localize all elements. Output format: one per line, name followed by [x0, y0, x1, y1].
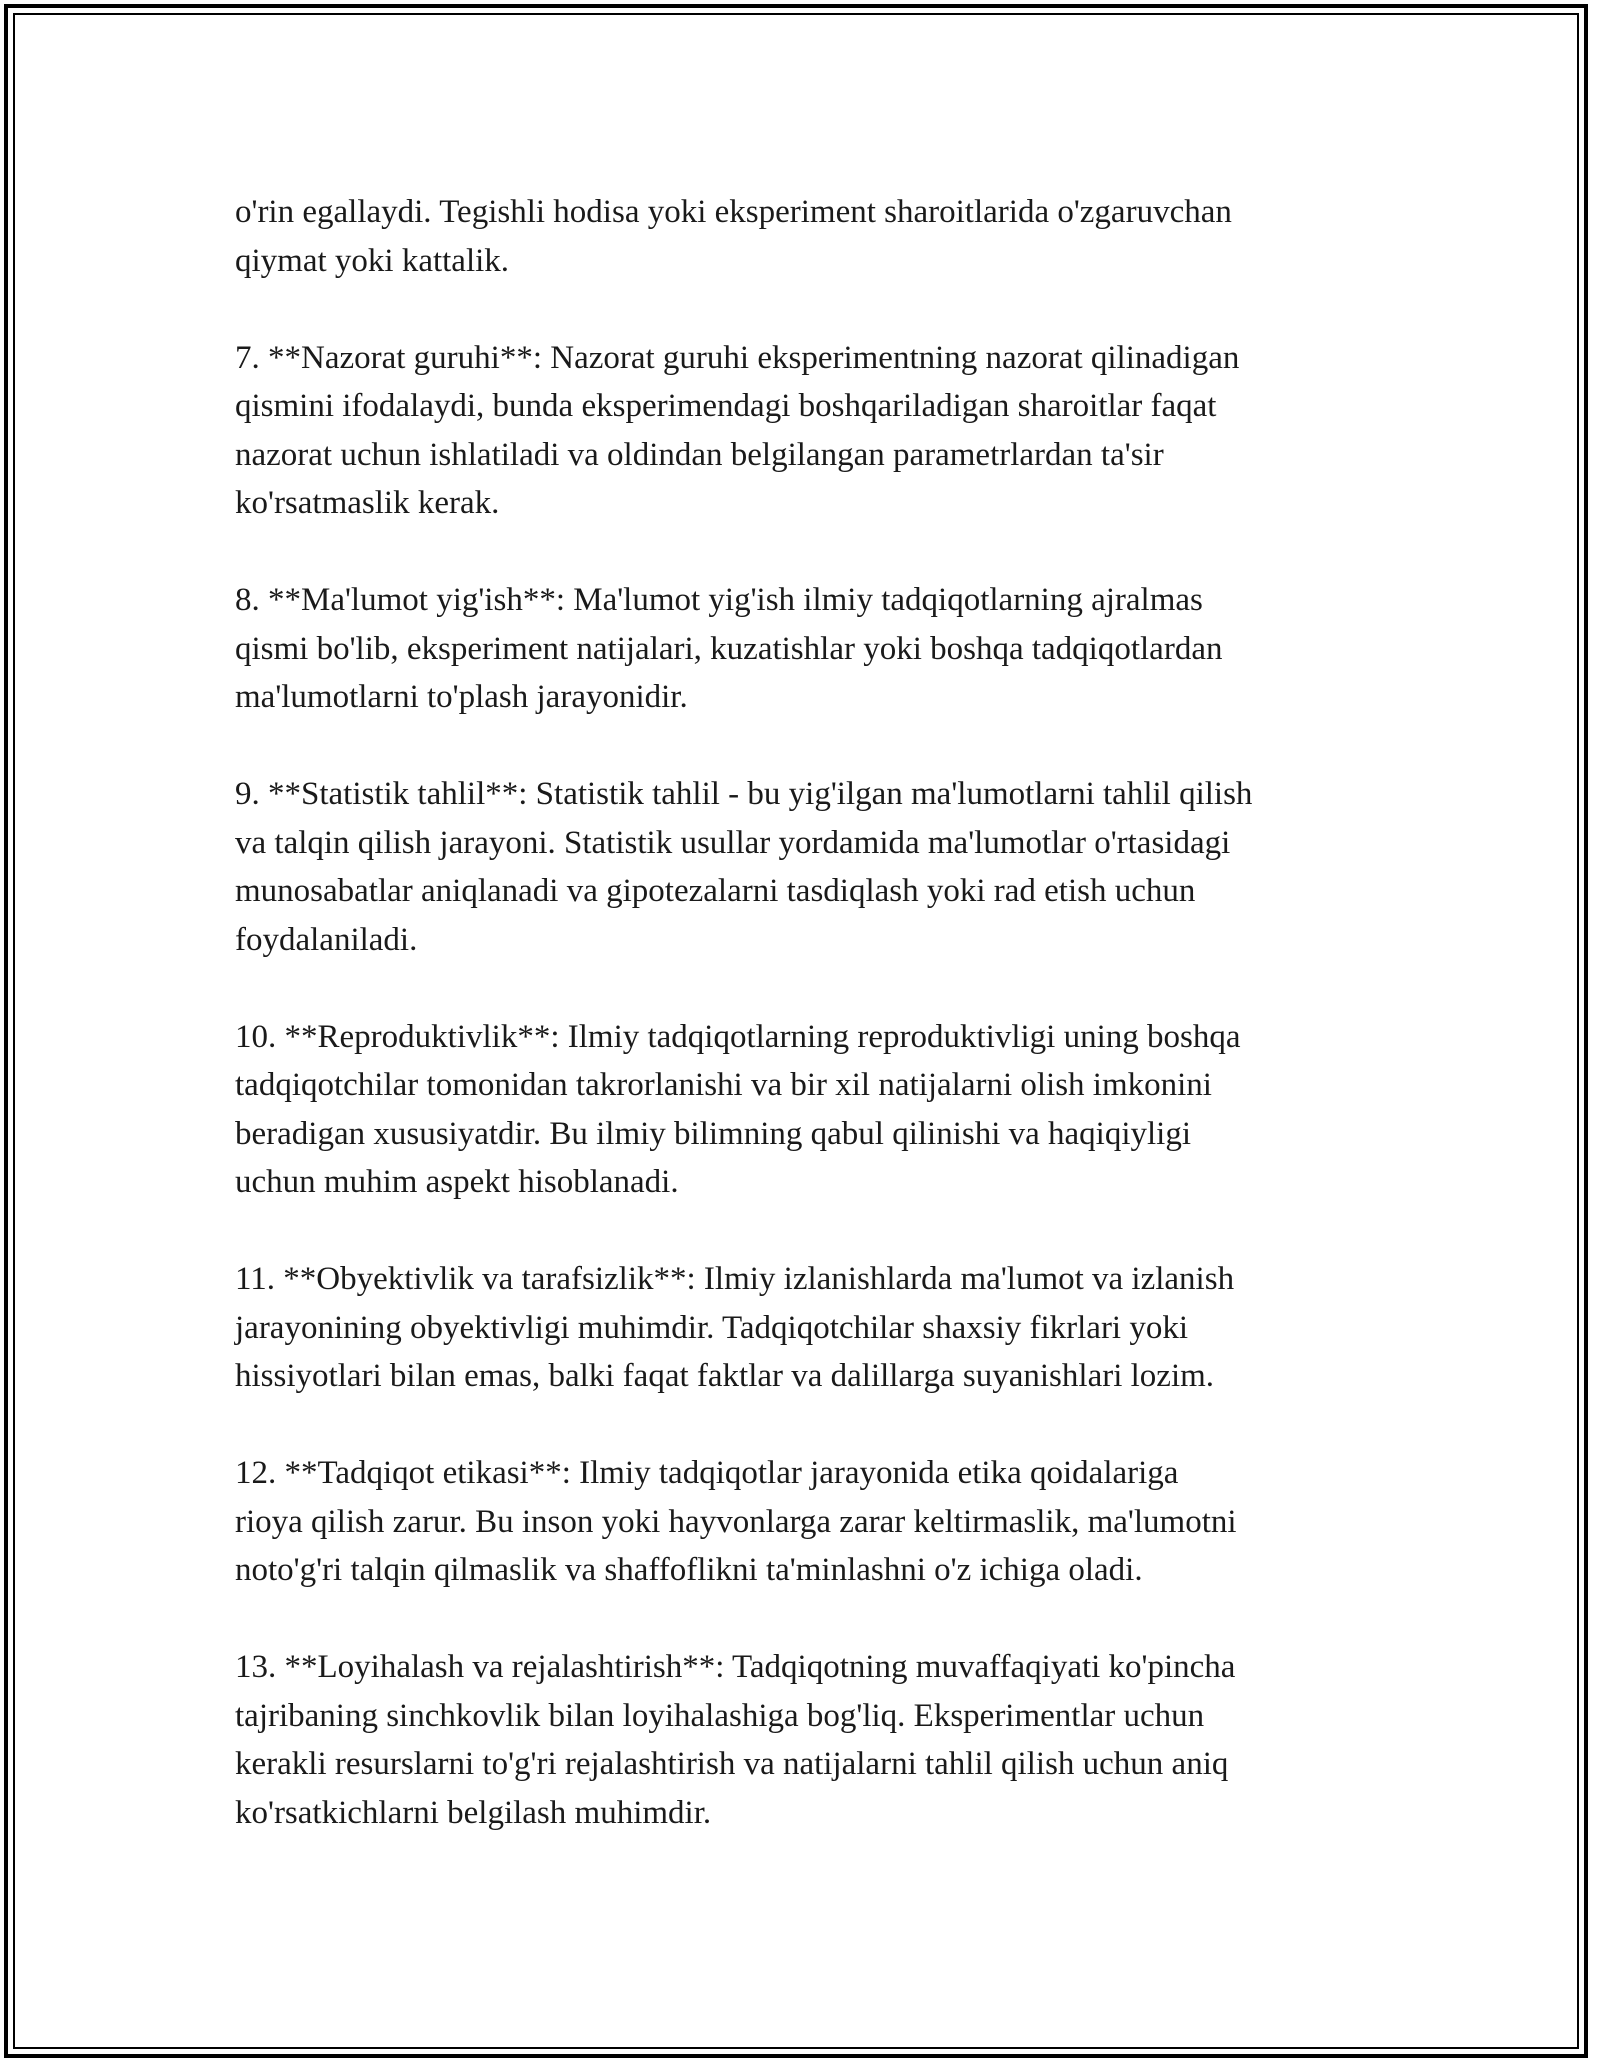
- text-line: 11. **Obyektivlik va tarafsizlik**: Ilmiy izlanishlarda ma'lumot va izlanish: [235, 1261, 1235, 1297]
- paragraph-item-13: [235, 1643, 1375, 1837]
- paragraph-item-8: [235, 576, 1375, 722]
- text-line: 13. **Loyihalash va rejalashtirish**: Tadqiqotning muvaffaqiyati ko'pincha: [235, 1649, 1236, 1685]
- text-line: foydalaniladi.: [235, 921, 418, 958]
- text-line: tajribaning sinchkovlik bilan loyihalashiga bog'liq. Eksperimentlar uchun: [235, 1697, 1205, 1734]
- paragraph-item-7: [235, 334, 1375, 528]
- text-line: 9. **Statistik tahlil**: Statistik tahlil - bu yig'ilgan ma'lumotlarni tahlil qilish: [235, 776, 1253, 812]
- text-line: munosabatlar aniqlanadi va gipotezalarni tasdiqlash yoki rad etish uchun: [235, 873, 1196, 909]
- text-line: jarayonining obyektivligi muhimdir. Tadqiqotchilar shaxsiy fikrlari yoki: [235, 1309, 1189, 1346]
- text-line: qismini ifodalaydi, bunda eksperimendagi boshqariladigan sharoitlar faqat: [235, 388, 1217, 424]
- text-line: 12. **Tadqiqot etikasi**: Ilmiy tadqiqotlar jarayonida etika qoidalariga: [235, 1455, 1179, 1491]
- text-line: qismi bo'lib, eksperiment natijalari, kuzatishlar yoki boshqa tadqiqotlardan: [235, 630, 1223, 667]
- text-line: ko'rsatmaslik kerak.: [235, 485, 500, 521]
- text-line: qiymat yoki kattalik.: [235, 242, 510, 279]
- paragraph-item-10: [235, 1013, 1375, 1207]
- text-line: 8. **Ma'lumot yig'ish**: Ma'lumot yig'ish ilmiy tadqiqotlarning ajralmas: [235, 582, 1203, 618]
- text-line: o'rin egallaydi. Tegishli hodisa yoki eksperiment sharoitlarida o'zgaruvchan: [235, 194, 1232, 230]
- text-line: va talqin qilish jarayoni. Statistik usullar yordamida ma'lumotlar o'rtasidagi: [235, 824, 1231, 861]
- text-line: beradigan xususiyatdir. Bu ilmiy bilimning qabul qilinishi va haqiqiyligi: [235, 1115, 1192, 1152]
- text-line: noto'g'ri talqin qilmaslik va shaffoflikni ta'minlashni o'z ichiga oladi.: [235, 1552, 1143, 1588]
- text-line: nazorat uchun ishlatiladi va oldindan belgilangan parametrlardan ta'sir: [235, 436, 1164, 473]
- text-line: ko'rsatkichlarni belgilash muhimdir.: [235, 1794, 712, 1831]
- paragraph-continuation: [235, 188, 1375, 285]
- paragraph-item-11: [235, 1255, 1375, 1401]
- text-line: kerakli resurslarni to'g'ri rejalashtirish va natijalarni tahlil qilish uchun aniq: [235, 1746, 1229, 1782]
- text-line: hissiyotlari bilan emas, balki faqat faktlar va dalillarga suyanishlari lozim.: [235, 1358, 1215, 1394]
- text-line: 10. **Reproduktivlik**: Ilmiy tadqiqotlarning reproduktivligi uning boshqa: [235, 1018, 1241, 1055]
- text-line: rioya qilish zarur. Bu inson yoki hayvonlarga zarar keltirmaslik, ma'lumotni: [235, 1503, 1237, 1540]
- paragraph-item-9: [235, 770, 1375, 964]
- paragraph-item-12: [235, 1449, 1375, 1595]
- text-line: tadqiqotchilar tomonidan takrorlanishi va bir xil natijalarni olish imkonini: [235, 1067, 1212, 1103]
- document-body: [235, 188, 1375, 1886]
- text-line: 7. **Nazorat guruhi**: Nazorat guruhi eksperimentning nazorat qilinadigan: [235, 339, 1240, 376]
- text-line: ma'lumotlarni to'plash jarayonidir.: [235, 679, 688, 715]
- text-line: uchun muhim aspekt hisoblanadi.: [235, 1164, 679, 1200]
